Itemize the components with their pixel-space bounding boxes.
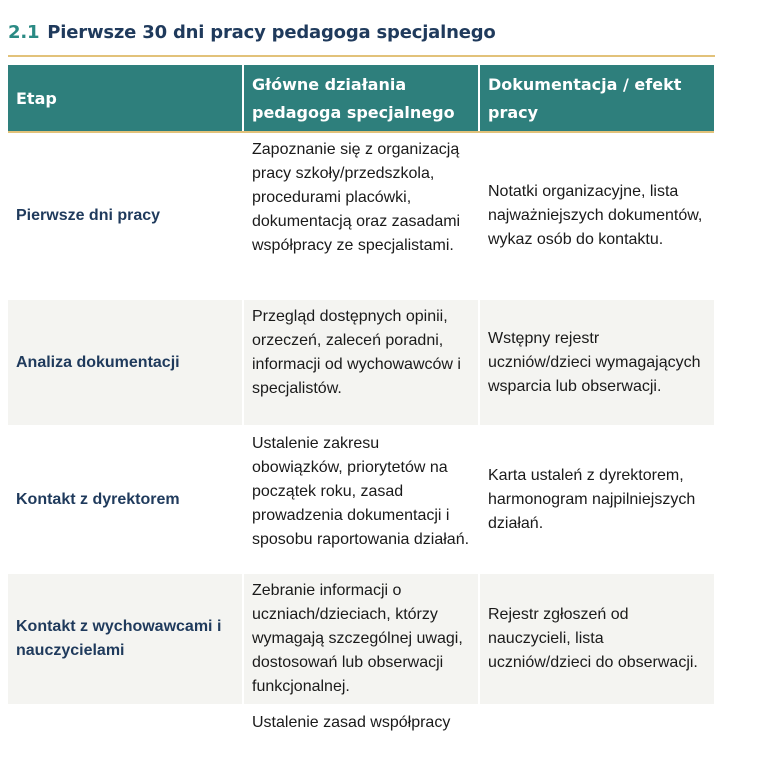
section-number: 2.1 bbox=[8, 22, 40, 43]
effect-cell: Notatki organizacyjne, lista najważniejszych dokumentów, wykaz osób do kontaktu. bbox=[479, 132, 714, 299]
table-row bbox=[8, 132, 714, 299]
section-heading bbox=[8, 22, 496, 43]
header-documentation: Dokumentacja / efekt pracy bbox=[479, 65, 714, 132]
stage-cell bbox=[8, 705, 243, 757]
action-cell: Przegląd dostępnych opinii, orzeczeń, zaleceń poradni, informacji od wychowawców i specjalistów. bbox=[243, 299, 479, 426]
table-row bbox=[8, 426, 714, 573]
action-cell: Ustalenie zakresu obowiązków, priorytetów na początek roku, zasad prowadzenia dokumentacji i sposobu raportowania działań. bbox=[243, 426, 479, 573]
header-stage: Etap bbox=[8, 65, 243, 132]
stage-cell: Analiza dokumentacji bbox=[8, 299, 243, 426]
effect-cell bbox=[479, 705, 714, 757]
header-actions: Główne działania pedagoga specjalnego bbox=[243, 65, 479, 132]
table-header-row bbox=[8, 65, 714, 132]
table-row bbox=[8, 705, 714, 757]
section-title: Pierwsze 30 dni pracy pedagoga specjalnego bbox=[47, 22, 496, 43]
effect-cell: Karta ustaleń z dyrektorem, harmonogram najpilniejszych działań. bbox=[479, 426, 714, 573]
heading-divider bbox=[8, 55, 715, 57]
effect-cell: Wstępny rejestr uczniów/dzieci wymagających wsparcia lub obserwacji. bbox=[479, 299, 714, 426]
effect-cell: Rejestr zgłoszeń od nauczycieli, lista uczniów/dzieci do obserwacji. bbox=[479, 573, 714, 705]
action-cell: Zebranie informacji o uczniach/dzieciach, którzy wymagają szczególnej uwagi, dostosowań lub obserwacji funkcjonalnej. bbox=[243, 573, 479, 705]
first-30-days-table bbox=[8, 65, 714, 758]
stage-cell: Kontakt z dyrektorem bbox=[8, 426, 243, 573]
table-row bbox=[8, 299, 714, 426]
action-cell: Zapoznanie się z organizacją pracy szkoły/przedszkola, procedurami placówki, dokumentacją oraz zasadami współpracy ze specjalistami. bbox=[243, 132, 479, 299]
stage-cell: Kontakt z wychowawcami i nauczycielami bbox=[8, 573, 243, 705]
table-row bbox=[8, 573, 714, 705]
stage-cell: Pierwsze dni pracy bbox=[8, 132, 243, 299]
action-cell: Ustalenie zasad współpracy bbox=[243, 705, 479, 757]
